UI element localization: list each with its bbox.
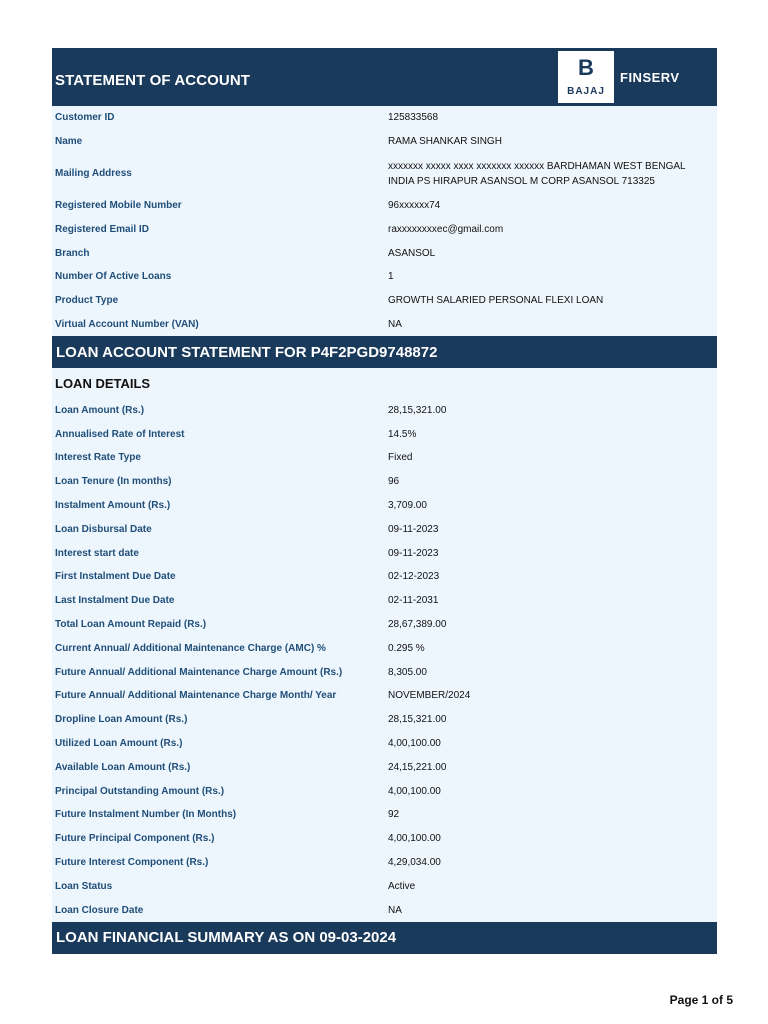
detail-label: Loan Disbursal Date	[55, 523, 152, 535]
detail-label: Available Loan Amount (Rs.)	[55, 761, 191, 773]
detail-value: 1	[388, 271, 394, 283]
detail-value: NOVEMBER/2024	[388, 690, 471, 702]
detail-value: 02-11-2031	[388, 595, 439, 607]
detail-row	[52, 565, 717, 589]
detail-label: Dropline Loan Amount (Rs.)	[55, 714, 188, 726]
detail-label: Registered Mobile Number	[55, 199, 182, 211]
detail-value: 0.295 %	[388, 642, 425, 654]
bajaj-logo-word: BAJAJ	[567, 86, 605, 97]
detail-value: 28,67,389.00	[388, 618, 447, 630]
detail-row	[52, 898, 717, 922]
detail-value: NA	[388, 318, 402, 330]
detail-label: Product Type	[55, 295, 119, 307]
detail-value: 28,15,321.00	[388, 714, 447, 726]
detail-row	[52, 660, 717, 684]
detail-label: Loan Status	[55, 880, 113, 892]
detail-value: 125833568	[388, 112, 439, 124]
detail-row	[52, 154, 717, 194]
detail-label: Loan Closure Date	[55, 904, 144, 916]
loan-summary-heading: LOAN FINANCIAL SUMMARY AS ON 09-03-2024	[52, 922, 717, 954]
detail-row	[52, 265, 717, 289]
detail-label: Annualised Rate of Interest	[55, 428, 185, 440]
finserv-logo-text: FINSERV	[620, 70, 680, 85]
detail-row	[52, 106, 717, 130]
detail-row	[52, 589, 717, 613]
detail-label: Instalment Amount (Rs.)	[55, 499, 171, 511]
detail-row	[52, 803, 717, 827]
detail-row	[52, 874, 717, 898]
detail-row	[52, 779, 717, 803]
detail-value: Fixed	[388, 452, 413, 464]
detail-value: raxxxxxxxxec@gmail.com	[388, 223, 504, 235]
detail-label: Virtual Account Number (VAN)	[55, 318, 199, 330]
detail-row	[52, 470, 717, 494]
detail-row	[52, 313, 717, 337]
detail-value: 14.5%	[388, 428, 417, 440]
detail-value: 24,15,221.00	[388, 761, 447, 773]
detail-label: Future Instalment Number (In Months)	[55, 809, 237, 821]
detail-label: Future Annual/ Additional Maintenance Charge Month/ Year	[55, 690, 337, 702]
detail-value: ASANSOL	[388, 247, 436, 259]
loan-account-heading: LOAN ACCOUNT STATEMENT FOR P4F2PGD9748872	[52, 336, 717, 368]
detail-label: First Instalment Due Date	[55, 571, 176, 583]
detail-label: Mailing Address	[55, 168, 132, 180]
detail-value: 28,15,321.00	[388, 404, 447, 416]
detail-label: Future Annual/ Additional Maintenance Charge Amount (Rs.)	[55, 666, 343, 678]
detail-row	[52, 446, 717, 470]
bajaj-logo-icon: B	[578, 55, 594, 80]
detail-label: Total Loan Amount Repaid (Rs.)	[55, 618, 207, 630]
detail-row	[52, 827, 717, 851]
statement-header	[52, 48, 717, 106]
detail-row	[52, 517, 717, 541]
loan-details	[52, 398, 717, 922]
detail-row	[52, 217, 717, 241]
detail-value: NA	[388, 904, 402, 916]
detail-label: Interest Rate Type	[55, 452, 141, 464]
detail-label: Branch	[55, 247, 90, 259]
detail-row	[52, 494, 717, 518]
page-title: STATEMENT OF ACCOUNT	[55, 72, 251, 89]
detail-row	[52, 130, 717, 154]
detail-label: Loan Tenure (In months)	[55, 476, 172, 488]
detail-label: Loan Amount (Rs.)	[55, 404, 145, 416]
detail-row	[52, 194, 717, 218]
detail-label: Number Of Active Loans	[55, 271, 172, 283]
page-number: Page 1 of 5	[669, 993, 733, 1007]
detail-row	[52, 732, 717, 756]
detail-value: 4,00,100.00	[388, 833, 441, 845]
detail-value: RAMA SHANKAR SINGH	[388, 136, 502, 148]
detail-value: GROWTH SALARIED PERSONAL FLEXI LOAN	[388, 295, 604, 307]
detail-label: Current Annual/ Additional Maintenance Charge (AMC) %	[55, 642, 326, 654]
detail-label: Customer ID	[55, 112, 115, 124]
detail-label: Future Interest Component (Rs.)	[55, 856, 209, 868]
detail-value: 02-12-2023	[388, 571, 440, 583]
detail-row	[52, 708, 717, 732]
detail-label: Utilized Loan Amount (Rs.)	[55, 737, 183, 749]
detail-value: 09-11-2023	[388, 547, 439, 559]
detail-value: 96	[388, 476, 400, 488]
statement-sheet	[52, 48, 717, 954]
detail-value: Active	[388, 880, 416, 892]
detail-row	[52, 684, 717, 708]
detail-value: xxxxxxx xxxxx xxxx xxxxxxx xxxxxx BARDHAMAN WEST BENGAL INDIA PS HIRAPUR ASANSOL M CORP ASANSOL 713325	[388, 160, 686, 187]
detail-row	[52, 289, 717, 313]
detail-row	[52, 398, 717, 422]
detail-value: 4,00,100.00	[388, 737, 441, 749]
detail-value: 92	[388, 809, 400, 821]
detail-label: Future Principal Component (Rs.)	[55, 833, 215, 845]
detail-row	[52, 636, 717, 660]
detail-label: Interest start date	[55, 547, 139, 559]
detail-label: Name	[55, 136, 83, 148]
detail-row	[52, 541, 717, 565]
bajaj-logo	[558, 51, 614, 103]
detail-value: 4,29,034.00	[388, 856, 441, 868]
detail-label: Registered Email ID	[55, 223, 149, 235]
detail-row	[52, 241, 717, 265]
detail-value: 96xxxxxx74	[388, 199, 441, 211]
detail-row	[52, 851, 717, 875]
detail-row	[52, 613, 717, 637]
customer-details	[52, 106, 717, 336]
detail-label: Principal Outstanding Amount (Rs.)	[55, 785, 225, 797]
loan-details-heading: LOAN DETAILS	[52, 368, 717, 398]
detail-value: 4,00,100.00	[388, 785, 441, 797]
detail-label: Last Instalment Due Date	[55, 595, 175, 607]
detail-value: 09-11-2023	[388, 523, 439, 535]
detail-row	[52, 422, 717, 446]
detail-row	[52, 755, 717, 779]
detail-value: 3,709.00	[388, 499, 427, 511]
detail-value: 8,305.00	[388, 666, 427, 678]
